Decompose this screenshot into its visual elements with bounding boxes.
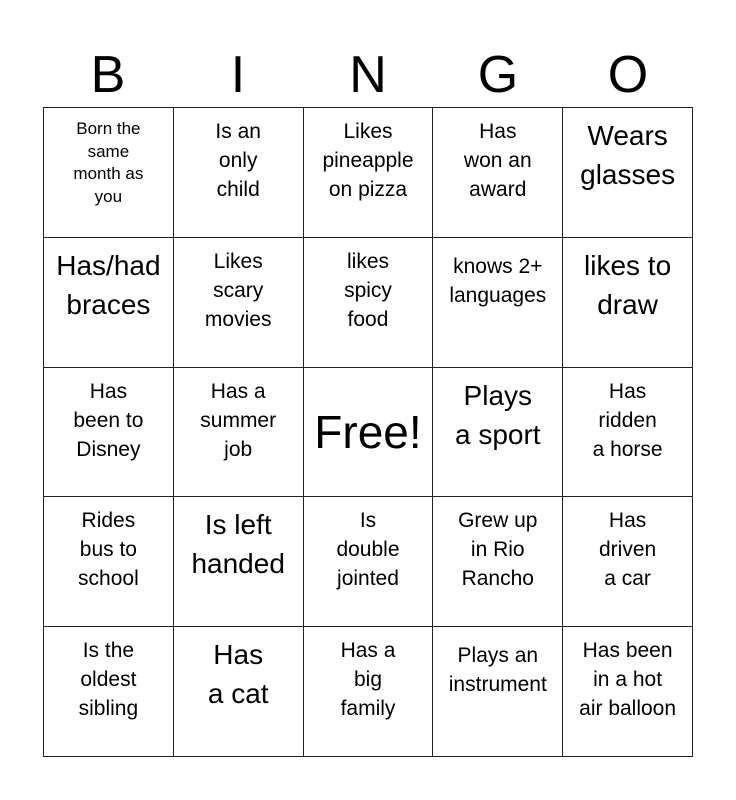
- bingo-square-g2[interactable]: [433, 238, 563, 368]
- header-letter-b: B: [90, 46, 126, 104]
- header-letter-o: O: [607, 46, 649, 104]
- free-space[interactable]: [304, 368, 434, 498]
- square-label: Likes scary movies: [204, 249, 272, 331]
- bingo-square-n5[interactable]: [304, 627, 434, 757]
- bingo-square-b1[interactable]: [44, 108, 174, 238]
- bingo-square-o5[interactable]: [563, 627, 693, 757]
- bingo-header: [43, 44, 693, 106]
- bingo-square-g3[interactable]: [433, 368, 563, 498]
- square-label: Has a big family: [340, 639, 396, 721]
- bingo-square-o1[interactable]: [563, 108, 693, 238]
- square-label: Has been in a hot air balloon: [579, 639, 677, 721]
- square-label: Is an only child: [215, 120, 261, 201]
- bingo-square-b4[interactable]: [44, 497, 174, 627]
- square-label: Has driven a car: [598, 509, 657, 591]
- square-label: Plays a sport: [454, 379, 541, 450]
- bingo-square-b2[interactable]: [44, 238, 174, 368]
- square-label: Is the oldest sibling: [78, 639, 139, 721]
- square-label: likes spicy food: [344, 249, 392, 331]
- square-label: Has been to Disney: [73, 379, 144, 461]
- square-label: Plays an instrument: [448, 644, 547, 697]
- square-label: likes to draw: [584, 249, 672, 320]
- square-label: Is left handed: [191, 509, 285, 580]
- bingo-square-n1[interactable]: [304, 108, 434, 238]
- bingo-square-i1[interactable]: [174, 108, 304, 238]
- bingo-square-i2[interactable]: [174, 238, 304, 368]
- bingo-square-n2[interactable]: [304, 238, 434, 368]
- square-label: Is double jointed: [336, 509, 400, 591]
- bingo-card: [43, 107, 693, 757]
- header-letter-g: G: [477, 46, 519, 104]
- square-label: Wears glasses: [580, 120, 676, 190]
- header-letter-i: I: [230, 46, 246, 104]
- square-label: Has a cat: [207, 639, 269, 710]
- header-letter-n: N: [349, 46, 387, 104]
- square-label: Has a summer job: [200, 379, 277, 461]
- square-label: Born the same month as you: [73, 119, 144, 206]
- bingo-square-o2[interactable]: [563, 238, 693, 368]
- bingo-square-i4[interactable]: [174, 497, 304, 627]
- square-label: knows 2+ languages: [449, 254, 547, 307]
- bingo-square-b3[interactable]: [44, 368, 174, 498]
- square-label: Free!: [314, 405, 422, 458]
- bingo-square-o4[interactable]: [563, 497, 693, 627]
- bingo-square-g5[interactable]: [433, 627, 563, 757]
- square-label: Rides bus to school: [78, 509, 139, 591]
- bingo-square-b5[interactable]: [44, 627, 174, 757]
- square-label: Grew up in Rio Rancho: [458, 509, 538, 591]
- square-label: Likes pineapple on pizza: [322, 120, 414, 201]
- bingo-square-g4[interactable]: [433, 497, 563, 627]
- bingo-square-i3[interactable]: [174, 368, 304, 498]
- bingo-square-g1[interactable]: [433, 108, 563, 238]
- square-label: Has/had braces: [56, 249, 161, 320]
- square-label: Has won an award: [463, 120, 532, 201]
- bingo-square-n4[interactable]: [304, 497, 434, 627]
- bingo-square-i5[interactable]: [174, 627, 304, 757]
- bingo-square-o3[interactable]: [563, 368, 693, 498]
- square-label: Has ridden a horse: [592, 379, 663, 461]
